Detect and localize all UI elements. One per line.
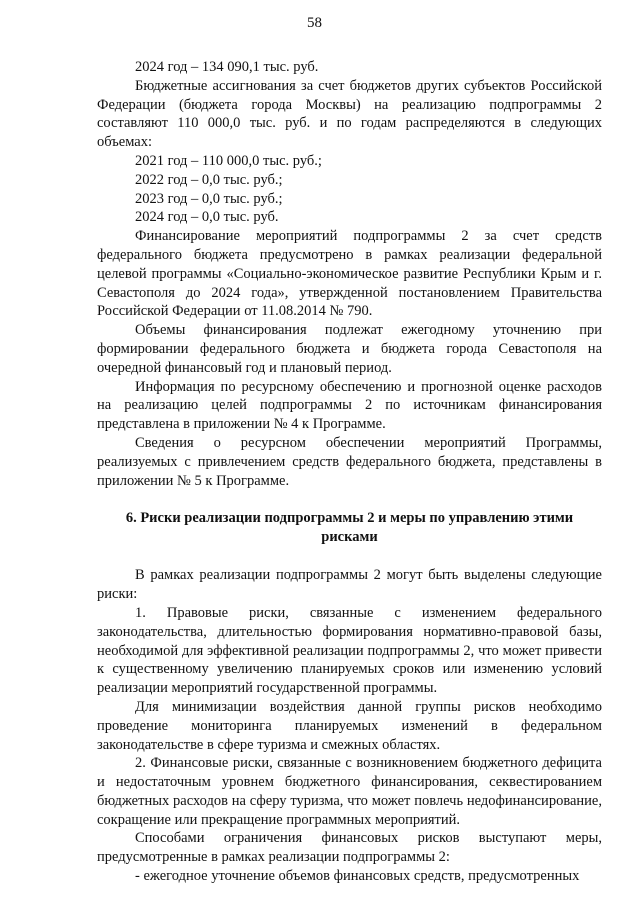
paragraph-financial-risks: 2. Финансовые риски, связанные с возникновением бюджетного дефицита и недостаточным уровнем бюджетного финансирования, секвестированием бюджетных расходов на сферу туризма, что может повлечь недофинансирование, сокращение или прекращение программных мероприятий.	[97, 755, 602, 828]
year-line-2024: 2024 год – 0,0 тыс. руб.	[135, 209, 279, 226]
year-line-2022: 2022 год – 0,0 тыс. руб.;	[135, 171, 283, 188]
section-heading: 6. Риски реализации подпрограммы 2 и меры по управлению этими рисками	[125, 510, 574, 546]
paragraph-limitation-ways: Способами ограничения финансовых рисков выступают меры, предусмотренные в рамках реализации подпрограммы 2:	[97, 830, 602, 866]
paragraph-resource-svedenia: Сведения о ресурсном обеспечении мероприятий Программы, реализуемых с привлечением средств федерального бюджета, представлены в приложении № 5 к Программе.	[97, 434, 602, 489]
paragraph-resource-info: Информация по ресурсному обеспечению и прогнозной оценке расходов на реализацию целей подпрограммы 2 по источникам финансирования представлена в приложении № 4 к Программе.	[97, 378, 602, 433]
year-line-2023: 2023 год – 0,0 тыс. руб.;	[135, 190, 283, 207]
year-line-2021: 2021 год – 110 000,0 тыс. руб.;	[135, 152, 322, 169]
paragraph-minimize: Для минимизации воздействия данной группы рисков необходимо проведение мониторинга планируемых изменений в федеральном законодательстве в сфере туризма и смежных областях.	[97, 698, 602, 753]
list-item-dash: - ежегодное уточнение объемов финансовых средств, предусмотренных	[135, 868, 580, 885]
paragraph-moscow-budget: Бюджетные ассигнования за счет бюджетов других субъектов Российской Федерации (бюджета города Москвы) на реализацию подпрограммы 2 составляют 110 000,0 тыс. руб. и по годам распределяются в следующих объемах:	[97, 77, 602, 151]
paragraph-volumes: Объемы финансирования подлежат ежегодному уточнению при формировании федерального бюджета и бюджета города Севастополя на очередной финансовый год и плановый период.	[97, 322, 602, 376]
page-number: 58	[307, 15, 322, 31]
paragraph-risks-intro: В рамках реализации подпрограммы 2 могут быть выделены следующие риски:	[97, 567, 602, 603]
document-body	[97, 58, 602, 886]
section-spacer	[97, 547, 602, 566]
paragraph-legal-risks: 1. Правовые риски, связанные с изменением федерального законодательства, длительностью формирования нормативно-правовой базы, необходимой для эффективной реализации подпрограммы 2, что может привести к существенному увеличению планируемых сроков или изменению условий реализации мероприятий государственной программы.	[97, 604, 602, 697]
year-line-2024-top: 2024 год – 134 090,1 тыс. руб.	[135, 59, 319, 75]
paragraph-federal-funding: Финансирование мероприятий подпрограммы 2 за счет средств федерального бюджета предусмотрено в рамках реализации федеральной целевой программы «Социально-экономическое развитие Республики Крым и г. Севастополя до 2024 года», утвержденной постановлением Правительства Российской Федерации от 11.08.2014 № 790.	[97, 228, 602, 320]
